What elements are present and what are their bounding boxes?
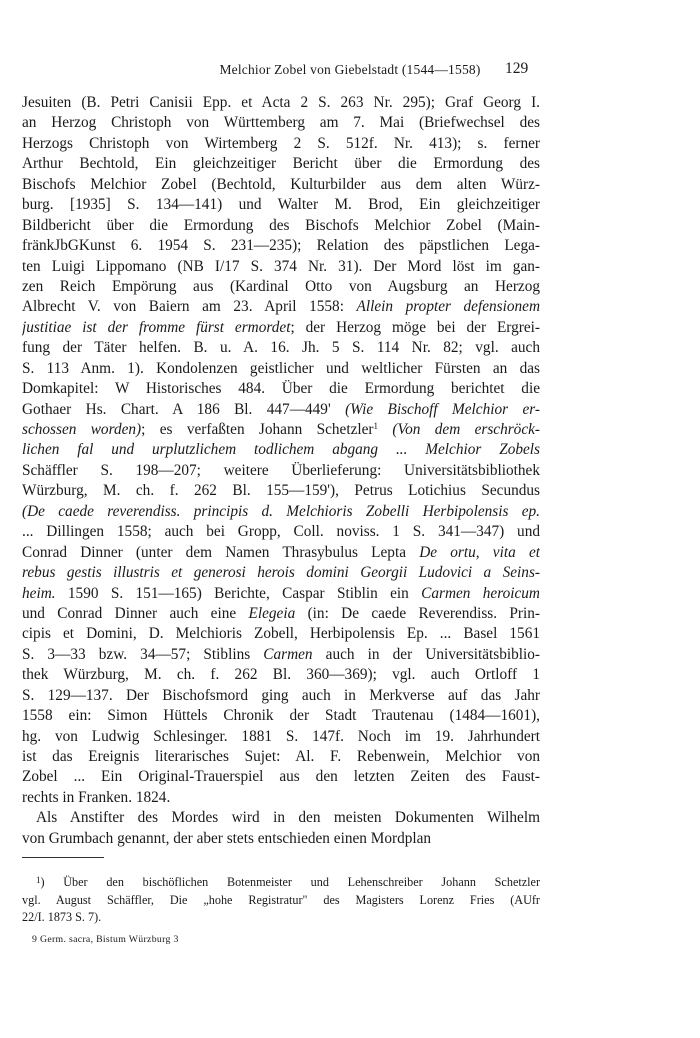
text-line — [22, 706, 540, 726]
footnote-line — [22, 909, 540, 927]
italic-text: schossen worden) — [22, 421, 142, 438]
text-run: Jesuiten (B. Petri Canisii Epp. et Acta 2 S. 263 Nr. 295); Graf Georg I. — [22, 94, 540, 111]
text-line — [22, 727, 540, 747]
text-run: an Herzog Christoph von Württemberg am 7. Mai (Briefwechsel des — [22, 114, 540, 132]
text-run: (in: De caede Reverendiss. Prin- — [295, 604, 540, 622]
italic-text: (Von dem erschröck- — [392, 421, 540, 438]
italic-text: Carmen heroicum — [421, 584, 540, 602]
text-line — [22, 624, 540, 644]
text-run: fränkJbGKunst 6. 1954 S. 231—235); Relation des päpstlichen Lega- — [22, 237, 540, 255]
text-run: ten Luigi Lippomano (NB I/17 S. 374 Nr. 31). Der Mord löst im gan- — [22, 257, 540, 275]
text-line — [22, 359, 540, 379]
footnote-rule — [22, 857, 104, 858]
page-number: 129 — [505, 60, 529, 77]
text-run: zen Reich Empörung aus (Kardinal Otto von Augsburg an Herzog — [22, 277, 540, 295]
text-line — [22, 584, 540, 604]
text-run: S. 113 Anm. 1). Kondolenzen geistlicher und weltlicher Fürsten an das — [22, 359, 540, 377]
text-run: Bildbericht über die Ermordung des Bischofs Melchior Zobel (Main- — [22, 216, 540, 234]
text-run: ... Dillingen 1558; auch bei Gropp, Coll. noviss. 1 S. 341—347) und — [22, 523, 540, 541]
italic-text: Carmen — [263, 645, 313, 663]
text-line — [22, 154, 540, 174]
text-run: 22/I. 1873 S. 7). — [22, 910, 102, 924]
text-line — [22, 461, 540, 481]
text-line — [22, 113, 540, 133]
text-line — [22, 767, 540, 787]
text-run: Würzburg, M. ch. f. 262 Bl. 155—159'), Petrus Lotichius Secundus — [22, 482, 540, 500]
text-line — [22, 808, 540, 828]
text-run: und Conrad Dinner auch eine — [22, 604, 249, 622]
text-run: burg. [1935] S. 134—141) und Walter M. Brod, Ein gleichzeitiger — [22, 196, 540, 214]
text-line — [22, 502, 540, 522]
text-run: ist das Ereignis literarisches Sujet: Al. F. Rebenwein, Melchior von — [22, 748, 540, 765]
italic-text: (Wie Bischoff Melchior er- — [345, 400, 540, 418]
text-line — [22, 645, 540, 665]
text-run: ; es verfaßten Johann Schetzler — [141, 421, 374, 438]
text-run: Domkapitel: W Historisches 484. Über die Ermordung berichtet die — [22, 380, 540, 398]
text-run: Conrad Dinner (unter dem Namen Thrasybulus Lepta — [22, 543, 420, 561]
text-run: Bischofs Melchior Zobel (Bechtold, Kulturbilder aus dem alten Würz- — [22, 175, 540, 193]
italic-text: Elegeia — [248, 604, 296, 622]
text-run: vgl. August Schäffler, Die „hohe Registratur" des Magisters Lorenz Fries (AUfr — [22, 892, 540, 907]
text-line — [22, 93, 540, 113]
text-line — [22, 481, 540, 501]
text-run: S. 3—33 bzw. 34—57; Stiblins — [22, 645, 264, 663]
text-run: Zobel ... Ein Original-Trauerspiel aus den letzten Zeiten des Faust- — [22, 768, 540, 786]
footnote-marker: 1 — [36, 875, 41, 885]
text-run: Albrecht V. von Baiern am 23. April 1558: — [22, 298, 357, 316]
text-run: Schäffler S. 198—207; weitere Überlieferung: Universitätsbibliothek — [22, 461, 540, 479]
text-run: Arthur Bechtold, Ein gleichzeitiger Bericht über die Ermordung des — [22, 155, 540, 173]
text-line — [22, 379, 540, 399]
text-run: 1558 ein: Simon Hüttels Chronik der Stadt Trautenau (1484—1601), — [22, 707, 540, 725]
signature-mark: 9 Germ. sacra, Bistum Würzburg 3 — [32, 934, 179, 945]
text-run: S. 129—137. Der Bischofsmord ging auch in Merkverse auf das Jahr — [22, 686, 540, 704]
text-line — [22, 563, 540, 583]
footnote-line — [22, 892, 540, 910]
text-line — [22, 318, 540, 338]
italic-text: heim. — [22, 584, 56, 602]
text-line — [22, 604, 540, 624]
text-run: hg. von Ludwig Schlesinger. 1881 S. 147f. Noch im 19. Jahrhundert — [22, 727, 540, 745]
footnotes — [22, 874, 540, 927]
text-line — [22, 522, 540, 542]
italic-text: justitiae ist der fromme fürst ermordet — [22, 318, 291, 336]
text-line — [22, 440, 540, 460]
text-run: auch in der Universitätsbiblio- — [312, 645, 540, 663]
text-line — [22, 747, 540, 767]
text-run: fung der Täter helfen. B. u. A. 16. Jh. 5 S. 114 Nr. 82; vgl. auch — [22, 339, 540, 357]
text-line — [22, 788, 540, 808]
text-run: cipis et Domini, D. Melchioris Zobell, Herbipolensis Ep. ... Basel 1561 — [22, 625, 540, 643]
running-title: Melchior Zobel von Giebelstadt (1544—1558) — [219, 62, 481, 77]
text-line — [22, 277, 540, 297]
italic-text: (De caede reverendiss. principis d. Melchioris Zobelli Herbipolensis ep. — [22, 502, 540, 520]
text-line — [22, 195, 540, 215]
text-run: thek Würzburg, M. ch. f. 262 Bl. 360—369); vgl. auch Ortloff 1 — [22, 666, 540, 684]
text-line — [22, 543, 540, 563]
text-run: ) Über den bischöflichen Botenmeister und Lehenschreiber Johann Schetzler — [40, 875, 540, 889]
text-line — [22, 338, 540, 358]
footnote-line — [22, 874, 540, 892]
text-run: von Grumbach genannt, der aber stets entschieden einen Mordplan — [22, 829, 432, 847]
text-line — [22, 665, 540, 685]
text-run — [378, 421, 392, 438]
italic-text: Allein propter defensionem — [356, 298, 540, 316]
text-run: ; der Herzog möge bei der Ergrei- — [290, 318, 540, 336]
text-run: rechts in Franken. 1824. — [22, 788, 171, 806]
text-line — [22, 400, 540, 420]
text-run: Gothaer Hs. Chart. A 186 Bl. 447—449' — [22, 400, 346, 418]
footnote-marker: 1 — [373, 421, 379, 431]
text-line — [22, 297, 540, 317]
italic-text: lichen fal und urplutzlichem todlichem abgang ... Melchior Zobels — [22, 441, 540, 459]
italic-text: De ortu, vita et — [419, 543, 540, 561]
text-line — [22, 175, 540, 195]
italic-text: rebus gestis illustris et generosi herois domini Georgii Ludovici a Seins- — [22, 564, 540, 582]
text-line — [22, 134, 540, 154]
text-run: Herzogs Christoph von Wirtemberg 2 S. 512f. Nr. 413); s. ferner — [22, 134, 540, 152]
text-line — [22, 236, 540, 256]
text-line — [22, 829, 540, 849]
text-line — [22, 420, 540, 440]
text-line — [22, 686, 540, 706]
main-text — [22, 93, 540, 849]
text-run: Als Anstifter des Mordes wird in den meisten Dokumenten Wilhelm — [36, 809, 540, 827]
text-line — [22, 257, 540, 277]
text-line — [22, 216, 540, 236]
text-run: 1590 S. 151—165) Berichte, Caspar Stiblin ein — [55, 584, 422, 602]
